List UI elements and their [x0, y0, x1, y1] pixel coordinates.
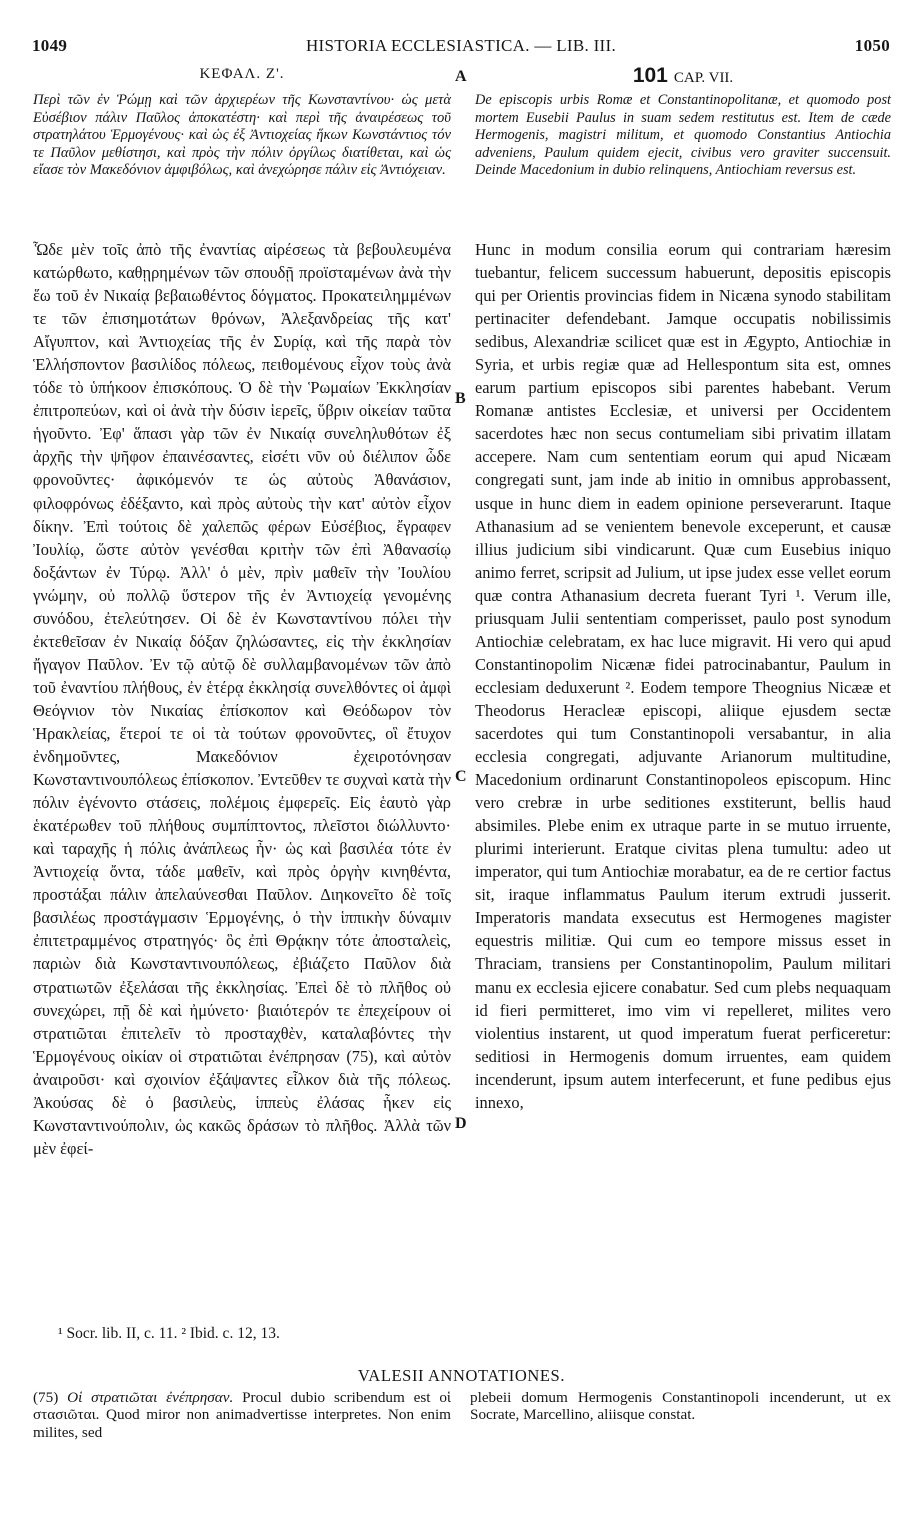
footnotes: ¹ Socr. lib. II, c. 11. ² Ibid. c. 12, 13.: [58, 1325, 280, 1342]
chapter-number: 101: [632, 64, 668, 87]
greek-text-column: [33, 238, 451, 1160]
latin-chapter-heading: CAP. VII.: [673, 70, 734, 86]
annotation-lemma: Οἱ στρατιῶται ἐνέπρησαν.: [67, 1389, 234, 1406]
annotation-right: plebeii domum Hermogenis Constantinopoli incenderunt, ut ex Socrate, Marcellino, aliisque constat.: [470, 1389, 891, 1424]
annotation-left-text: Procul dubio scribendum est οἱ στασιῶται. Quod miror non animadvertisse interpretes. Non enim milites, sed: [33, 1389, 451, 1441]
latin-body-text: Hunc in modum consilia eorum qui contrariam hæresim tuebantur, felicem successum habuerunt, depositis episcopis qui per Orientis provincias fidem in Nicæna synodo stabilitam pertinaciter defendebant. Jamque occupatis nobilissimis sedibus, Alexandriæ scilicet quæ est in Ægypto, Antiochiæ in Syria, et urbis regiæ quæ ad Hellespontum sita est, omnes earum partium episcopos sibi parentes habebant. Verum Romanæ antistes Ecclesiæ, et universi per Occidentem sacerdotes hæc non secus contumeliam sibi privatim illatam accepere. Nam cum sententiam eorum qui apud Nicæam congregati sunt, jam inde ab initio in omnibus approbassent, usque in hunc diem in eadem opinione perseverarunt. Itaque Athanasium ad se venientem benevole exceperunt, et causæ illius judicium sibi vindicarunt. Quæ cum Eusebius iniquo animo ferret, scripsit ad Julium, ut ipse judex esse vellet eorum quæ contra Athanasium decreta fuerant Tyri ¹. Verum ille, priusquam Julii sententiam comperisset, paulo post synodum Antiochiæ celebratam, ex hac luce migravit. Hi vero qui apud Constantinopolim Nicænæ fidei patrocinabantur, Paulum in ecclesiam deduxerunt ². Eodem tempore Theognius Nicææ et Theodorus Heracleæ episcopi, aliique ejusdem sectæ sacerdotes qui tum Constantinopoli versabantur, in alia ecclesia congregati, adjuvante Arianorum multitudine, Macedonium ordinarunt Constantinopoleos episcopum. Hinc vero crebræ in urbe seditiones exstiterunt, bellis haud absimiles. Plebe enim ex utraque parte in se mutuo irruente, plurimi interierunt. Eratque civitas plena tumultu: adeo ut imperator, qui tum Antiochiæ morabatur, ea de re certior factus sit, iraque inflammatus Paulum iterum extrudi jusserit. Imperatoris mandata exsecutus est Hermogenes magister equestris militiæ. Qui cum eo tempore missus esset in Thraciam, transiens per Constantinopolim, Paulum militari manu ex ecclesia ejicere conabatur. Sed cum plebs nequaquam id fieri permitteret, imo vim vi repelleret, milites vero violentius instarent, ut quod imperatum fuerat perficeretur: seditiosi in Hermogenis domum irruentes, eam quidem incenderunt, ipsum autem interfecerunt, et fune pedibus ejus innexo,: [475, 240, 891, 1112]
running-title: HISTORIA ECCLESIASTICA. — LIB. III.: [305, 36, 617, 55]
margin-marker-c: C: [455, 768, 467, 785]
greek-chapter-summary: Περὶ τῶν ἐν Ῥώμῃ καὶ τῶν ἀρχιερέων τῆς Κωνσταντίνου· ὡς μετὰ Εὐσέβιον πάλιν Παῦλος ἀποκατέστη· καὶ περὶ τῆς ἀναιρέσεως τοῦ στρατηλάτου Ἑρμογένους· καὶ ὡς ἐξ Ἀντιοχείας ἥκων Κωνστάντιος τόν τε Παῦλον μεθίστησι, καὶ πρὸς τὴν πόλιν ὀργίλως διατίθεται, καὶ ὡς εἴασε τὸν Μακεδόνιον ἀμφιβόλως, καὶ ἀνεχώρησε πάλιν εἰς Ἀντιόχειαν.: [33, 92, 451, 179]
latin-chapter-summary: De episcopis urbis Romæ et Constantinopolitanæ, et quomodo post mortem Eusebii Paulus in suam sedem restitutus est. Item de cæde Hermogenis, magistri militum, et quomodo Constantius Antiochia adveniens, Paulum quidem ejecit, civibus vero graviter succensuit. Deinde Macedonium in dubio relinquens, Antiochiam reversus est.: [475, 92, 891, 179]
page-number-left: 1049: [32, 36, 68, 55]
greek-chapter-heading: ΚΕΦΑΛ. Ζ'.: [199, 66, 285, 82]
annotation-number: (75): [33, 1389, 59, 1406]
margin-marker-a: A: [455, 68, 467, 85]
running-header: [32, 36, 890, 64]
latin-chapter-heading-row: [475, 64, 891, 88]
margin-marker-d: D: [455, 1115, 467, 1132]
page-number-right: 1050: [854, 36, 890, 55]
margin-marker-b: B: [455, 390, 466, 407]
annotation-left: [33, 1389, 451, 1441]
latin-text-column: [475, 238, 891, 1114]
greek-body-text: Ὧδε μὲν τοῖς ἀπὸ τῆς ἐναντίας αἱρέσεως τὰ βεβουλευμένα κατώρθωτο, καθῃρημένων τῶν σπουδῇ προϊσταμένων ἀνὰ τὴν ἕω τοῦ ἐν Νικαίᾳ βεβαιωθέντος δόγματος. Προκατειλημμένων τε τῶν ἐπισημοτάτων θρόνων, Ἀλεξανδρείας τῆς κατ' Αἴγυπτον, καὶ Ἀντιοχείας τῆς ἐν Συρίᾳ, καὶ τῆς παρὰ τὸν Ἑλλήσποντον βασιλίδος πόλεως, πειθομένους εἶχον τοὺς ἀνὰ τόδε τὸ ὑπήκοον ἐπισκόπους. Ὁ δὲ τὴν Ῥωμαίων Ἐκκλησίαν ἐπιτροπεύων, καὶ οἱ ἀνὰ τὴν δύσιν ἱερεῖς, ὕβριν οἰκείαν ταῦτα ἡγοῦντο. Ἐφ' ἅπασι γὰρ τῶν ἐν Νικαίᾳ συνεληλυθότων ἐξ ἀρχῆς τὴν ψῆφον ἐπαινέσαντες, εἰσέτι νῦν οὐ διέλιπον ὧδε φρονοῦντες· ἀφικόμενόν τε ὡς αὐτοὺς Ἀθανάσιον, φιλοφρόνως ἐδέξαντο, καὶ πρὸς αὐτοὺς τὴν κατ' αὐτὸν εἶχον δίκην. Ἐπὶ τούτοις δὲ χαλεπῶς φέρων Εὐσέβιος, ἔγραφεν Ἰουλίῳ, ὥστε αὐτὸν γενέσθαι κριτὴν τῶν ἐπὶ Ἀθανασίῳ δοξάντων ἐν Τύρῳ. Ἀλλ' ὁ μὲν, πρὶν μαθεῖν τὴν Ἰουλίου γνώμην, οὐ πολλῷ ὕστερον τῆς ἐν Ἀντιοχείᾳ γενομένης συνόδου, ἐτελεύτησεν. Οἱ δὲ ἐν Κωνσταντίνου πόλει τὴν ἐκτεθεῖσαν ἐν Νικαίᾳ δόξαν ζηλώσαντες, εἰς τὴν ἐκκλησίαν ἤγαγον Παῦλον. Ἐν τῷ αὐτῷ δὲ συλλαμβανομένων τῶν ἀπὸ τοῦ ἐναντίου πλήθους, ἐν ἑτέρᾳ ἐκκλησίᾳ συνελθόντες οἱ ἀμφὶ Θεόγνιον τὸν Νικαίας ἐπίσκοπον καὶ Θεόδωρον τὸν Ἡρακλείας, ἕτεροί τε οἱ τὰ τούτων φρονοῦντες, οἳ ἔτυχον ἐνδημοῦντες, Μακεδόνιον ἐχειροτόνησαν Κωνσταντινουπόλεως ἐπίσκοπον. Ἐντεῦθεν τε συχναὶ κατὰ τὴν πόλιν ἐγένοντο στάσεις, πολέμοις ἐμφερεῖς. Εἰς ἑαυτὸ γὰρ ἑκατέρωθεν τοῦ πλήθους συμπίπτοντος, πλεῖστοι διώλλυντο· καὶ ταραχῆς ἡ πόλις ἀνάπλεως ἦν· ὡς καὶ βασιλέα τότε ἐν Ἀντιοχείᾳ ὄντα, τάδε μαθεῖν, καὶ πρὸς ὀργὴν κινηθέντα, προστάξαι πάλιν ἀπελαύνεσθαι Παῦλον. Διηκονεῖτο δὲ τοῖς βασιλέως προστάγμασιν Ἑρμογένης, ὁ τὴν ἱππικὴν δύναμιν ἐπιτετραμμένος στρατηγός· ὃς ἐπὶ Θρᾴκην τότε ἀποσταλεὶς, παριὼν διὰ Κωνσταντινουπόλεως, ἐβιάζετο Παῦλον διὰ στρατιωτῶν ἐξελάσαι τῆς ἐκκλησίας. Ἐπεὶ δὲ τὸ πλῆθος οὐ συνεχώρει, πῇ δὲ καὶ ἠμύνετο· βιαιότερόν τε ἐπεχείρουν οἱ στρατιῶται ἐπιτελεῖν τὸ προσταχθὲν, καταλαβόντες τὴν Ἑρμογένους οἰκίαν οἱ στρατιῶται ἐνέπρησαν (75), καὶ αὐτὸν ἀναιροῦσι· καὶ σχοινίον ἐξάψαντες εἷλκον διὰ τῆς πόλεως. Ἀκούσας δὲ ὁ βασιλεὺς, ἱππεὺς ἐλάσας ἧκεν εἰς Κωνσταντινούπολιν, ὡς κακῶς δράσων τὸ πλῆθος. Ἀλλὰ τῶν μὲν ἐφεί-: [33, 240, 451, 1158]
annotations-title: VALESII ANNOTATIONES.: [357, 1366, 566, 1385]
